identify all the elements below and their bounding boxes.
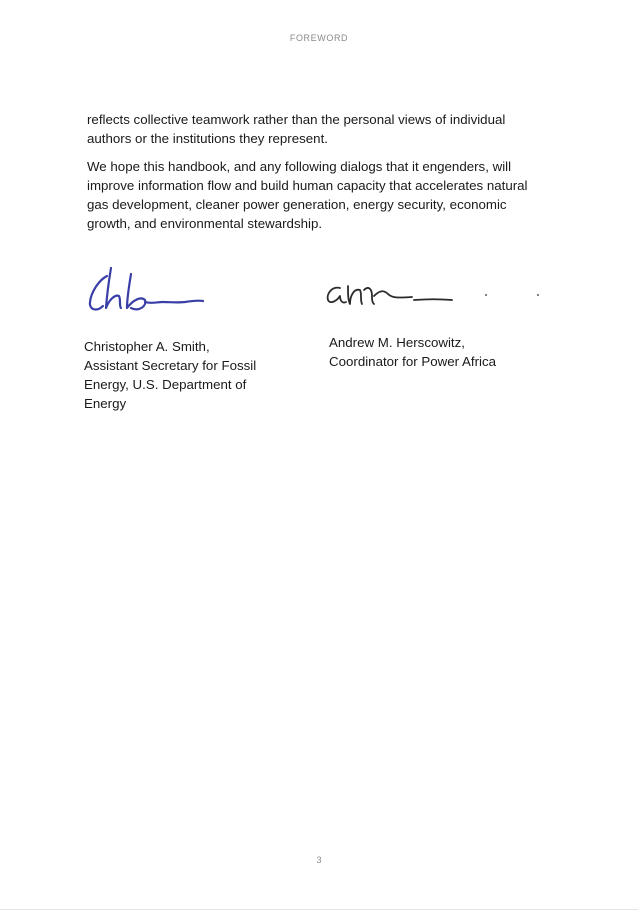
- signer-block-right: [329, 333, 529, 371]
- page-bottom-divider: [0, 909, 638, 910]
- page-number: 3: [316, 855, 322, 865]
- signer-block-left: [84, 337, 279, 413]
- signer-title: Assistant Secretary for Fossil Energy, U.S. Department of Energy: [84, 358, 257, 411]
- paragraph-text: reflects collective teamwork rather than the personal views of individual authors or the institutions they represent.: [87, 112, 506, 146]
- signature-christopher-smith: [85, 262, 215, 322]
- paragraph-closing: [87, 157, 552, 233]
- signer-title: Coordinator for Power Africa: [329, 354, 497, 369]
- paragraph-continuation: [87, 110, 552, 148]
- paragraph-text: We hope this handbook, and any following dialogs that it engenders, will improve information flow and build human capacity that accelerates natural gas development, cleaner power generation, energy security, economic growth, and environmental stewardship.: [87, 159, 528, 231]
- page-header: FOREWORD: [289, 33, 349, 43]
- signature-andrew-herscowitz: [322, 274, 552, 310]
- signer-name: Christopher A. Smith,: [84, 339, 210, 354]
- signer-name: Andrew M. Herscowitz,: [329, 335, 465, 350]
